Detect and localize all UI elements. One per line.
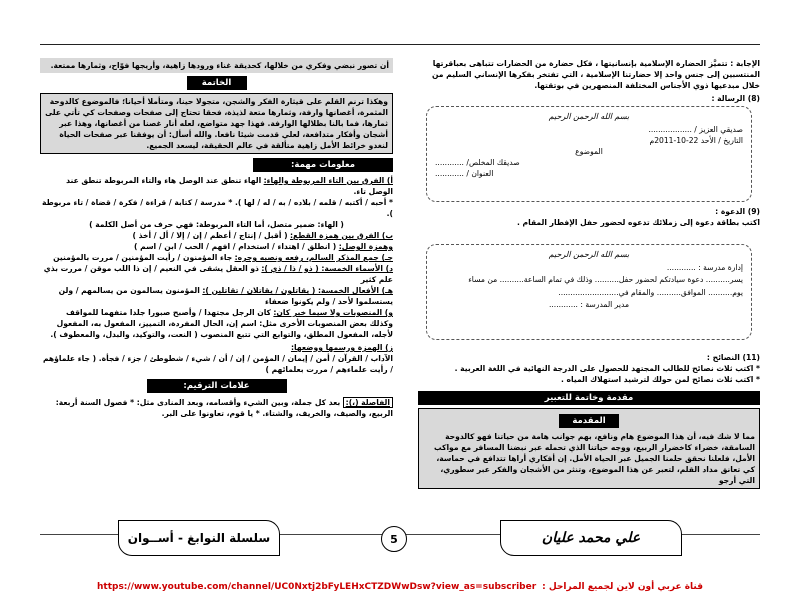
item-c-label: جـ) جمع المذكر السالم، رفعه ونصبه وجره: — [234, 253, 393, 262]
item-d-label: د) الأسماء الخمسة: ( ذو / ذا / ذي ): — [261, 264, 393, 273]
item-e-label: هـ) الأفعال الخمسة: ( يقاتلون / يقاتلان / تقاتلين ): — [202, 286, 393, 295]
item-c — [40, 252, 393, 263]
item-a-note: ( الهاء: ضمير متصل، أما التاء المربوطة: فهي حرف من أصل الكلمة ) — [89, 220, 344, 229]
school-director: مدير المدرسة : ............ — [548, 300, 630, 309]
punctuation-title: علامات الترقيم: — [147, 379, 287, 393]
advice-1: * اكتب ثلاث نصائح للطالب المجتهد للحصول على الدرجة النهائية في اللغة العربية . — [454, 364, 760, 373]
item-a-examples: * أحبه / أكتبه / قلمه / بلاده / به / له / لها ). * مدرسة / كتابة / قراءة / فكرة / قضاة / تاء مربوطة ). — [42, 198, 393, 218]
item-b2 — [40, 241, 393, 252]
author-name: علي محمد عليان — [541, 530, 641, 546]
item-f-label: و) المنصوبات ولا سيما خبر كان: — [273, 308, 393, 317]
invite-body: يسر.......... دعوة سيادتكم لحضور حفل.......... وذلك في تمام الساعة.......... من مساء يوم.......... الموافق.......... والمقام في......................... — [468, 275, 743, 297]
intro-text: مما لا شك فيه، أن هذا الموضوع هام ونافع، بهم جوانب هامة من حياتنا فهو كالدوحة السامقة، خضراء كاخضرار الربيع، ووجه حياتنا الذي تحمله عبر نبضنا المسافر مع مواكب الأمل، فلعلنا نحقق حلمنا الجميل عبر الحياة الأمل. إن أفكاري أراها تتدافع في حماسة، كي تعانق مداد القلم، لتعبر عن هذا الموضوع، وتنثر من الأشجان والفكر عبر سطوري، التي أرجو — [434, 432, 755, 485]
advice-2: * اكتب ثلاث نصائح لمن حولك لترشيد استهلاك المياه . — [560, 375, 760, 384]
school-admin: إدارة مدرسة : ............ — [666, 263, 743, 272]
basmala: بسم الله الرحمن الرحيم — [548, 112, 630, 121]
channel-line — [40, 582, 760, 592]
left-column — [40, 58, 393, 419]
comma-item — [40, 397, 393, 419]
intro-conclusion-title: مقدمة وخاتمة للتعبير — [418, 391, 760, 405]
item-b-label: ب) الفرق بين همزة القطع: — [290, 231, 393, 240]
invite-task: اكتب بطاقة دعوة إلى زملائك تدعوه لحضور حفل الإفطار المقام . — [517, 218, 760, 227]
friend-line: صديقي العزيز / .................. — [648, 125, 743, 134]
item-a — [40, 175, 393, 197]
sincere-friend: صديقك المخلص/ ............ — [435, 158, 520, 167]
author-box — [500, 520, 682, 556]
item-b2-label: وهمزة الوصل: — [338, 242, 393, 251]
item-f-text: كان الرجل مجتهدا / وأصبح صبورا جلدا متفهما للمواقف وكذلك بعض المنصوبات الأخرى مثل: اسم إن، الحال المفردة، التمييز، المفعول به، المفعول لأجله، المفعول المطلق، والتوابع التي تتبع المنصوب ( النعت، والتوكيد، والبدل، والمعطوف ). — [50, 308, 393, 339]
item-g-label: ز) الهمزة ورسمها ووضعها: — [290, 343, 393, 352]
item-b-text: ( أقبل / إنتاج / أعظم / إن / إلا / أل / أخذ ) — [132, 231, 288, 240]
conclusion-label: الخاتمة — [187, 76, 247, 90]
basmala-2: بسم الله الرحمن الرحيم — [548, 250, 630, 259]
item-c-text: جاء المؤمنون / رأيت المؤمنين / مررت بالمؤمنين — [53, 253, 233, 262]
invitation-box — [426, 244, 752, 340]
channel-url[interactable]: https://www.youtube.com/channel/UC0Nxtj2bFyLEHxCTZDWwDsw?view_as=subscriber — [97, 582, 537, 592]
letter-box — [426, 106, 752, 202]
conclusion-text: وهكذا ترنم القلم على قيثارة الفكر والشجن، متجولا حينا، ومتأملا أحيانا؛ فالموضوع كالدوحة المثمرة، أغصانها وارفة، وثمارها متعة لذيذة، فحقا تحتاج إلى صفحات وصفحات كي تأتي على ثمارها، فما بالنا بظلالها الوارفة. فهذا جهد متواضع، لعله أنار غصنا من أغصانها، وهذا عبر أشجان وأفكار متدافعة، لعلي قدمت شيئا نافعا. والله أسأل: أن يوفقنا عبر صفحات الحياة لنغدو خرائط الأمل زاهية متألقة في عالم الحقيقة، ليسعد الجميع. — [45, 97, 388, 150]
item-b2-text: ( انطلق / اهتداء / استخدام / افهم / الحب / ابن / اسم ) — [134, 242, 337, 251]
item-a-label: أ) الفرق بين التاء المربوطة والهاء: — [263, 176, 393, 185]
answer-paragraph: الإجابة : تتميَّز الحضارة الإسلامية بإنسانيتها ، فكل حضارة من الحضارات تتباهى بعباقرتها المنتسبين إلى جنس واحد إلا حضارتنا الإسلامية ، التي تفتخر بفكرها الإنساني السليم من خلال مبدعيها ذوي الأجناس المختلفة المنصهرين في بوتقتها. — [431, 59, 760, 90]
letter-heading: (8) الرسالة : — [711, 94, 760, 103]
item-a-text: الهاء تنطق عند الوصل هاء والتاء المربوطة تنطق عند الوصل تاء. — [66, 176, 393, 196]
comma-label: الفاصلة (،): — [343, 397, 393, 408]
item-b — [40, 230, 393, 241]
item-e — [40, 285, 393, 307]
date-line: التاريخ / الأحد 22-10-2011م — [649, 136, 743, 145]
top-divider — [40, 44, 760, 45]
intro-label: المقدمة — [559, 414, 619, 428]
item-e-text: المؤمنون يسالمون من يسالمهم / ولن يستسلموا لأحد / ولم يكونوا ضعفاء — [58, 286, 393, 306]
invite-heading: (9) الدعوة : — [715, 207, 760, 216]
advice-heading: (11) النصائح : — [706, 353, 760, 362]
item-d-text: ذو العقل يشقى في النعيم / إن ذا اللب موقن / مررت بذي علم كثير — [43, 264, 393, 284]
item-g — [40, 342, 393, 353]
info-title: معلومات مهمة: — [253, 158, 393, 172]
series-name-box — [118, 520, 280, 556]
conclusion-box — [40, 93, 393, 154]
item-d — [40, 263, 393, 285]
right-column — [418, 58, 760, 489]
address-line: العنوان / ............ — [435, 169, 494, 178]
item-g-text: الآداب / القرآن / أمن / إيمان / المؤمن / إن / أن / شيء / شطوطئ / جزء / فجأة. ( جاء علماؤهم / رأيت علماءهم / مررت بعلمائهم ) — [42, 354, 393, 374]
channel-label: قناة عربي أون لاين لجميع المراحل : — [542, 582, 703, 592]
item-f — [40, 307, 393, 340]
intro-box — [418, 408, 760, 489]
top-text: أن تصور نبضي وفكري من خلالها، كحديقة غناء ورودها زاهية، وأريجها فوّاح، وثمارها ممتعة. — [50, 61, 389, 70]
top-text-box — [40, 58, 393, 73]
series-name: سلسلة النوابغ - أســوان — [127, 531, 271, 545]
comma-text: بعد كل جملة، وبين الشيء وأقسامه، وبعد المنادى مثل: * فصول السنة أربعة: الربيع، والصيف، والخريف، والشتاء. * يا قوم، تعاونوا على البر. — [55, 398, 393, 418]
page-number: 5 — [381, 526, 407, 552]
subject-line: الموضوع — [575, 147, 603, 156]
